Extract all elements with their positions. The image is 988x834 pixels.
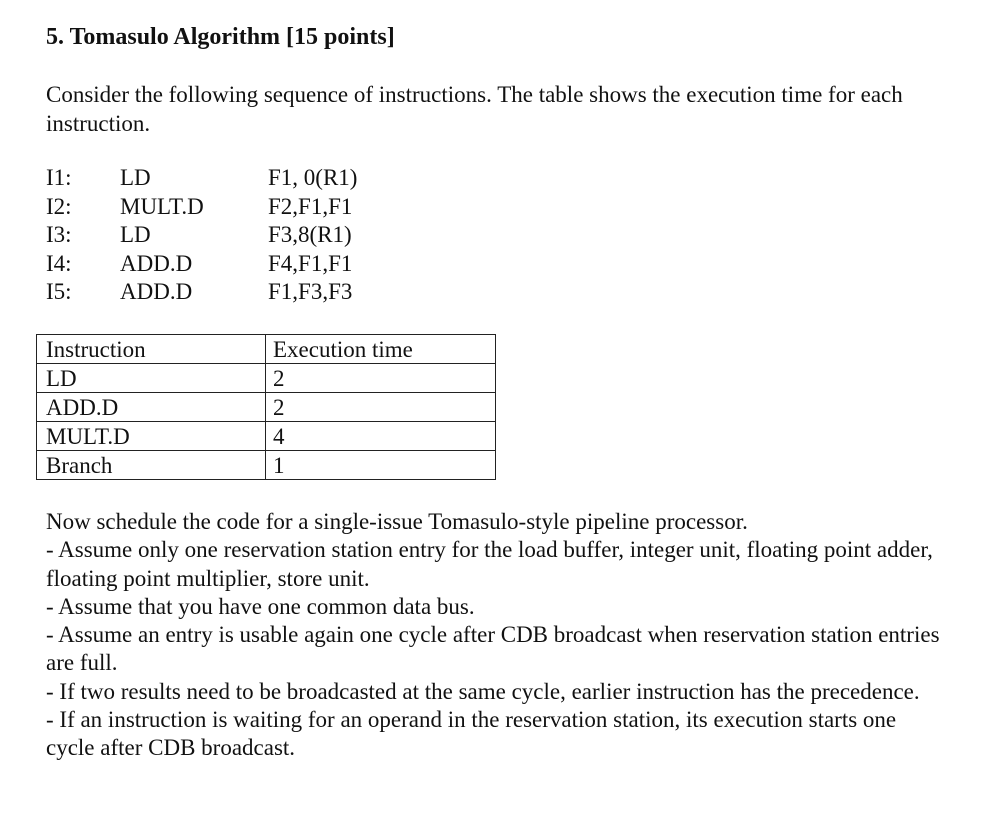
- instruction-opcode: MULT.D: [120, 193, 204, 219]
- column-header-execution-time: Execution time: [266, 335, 496, 364]
- table-row: [37, 393, 496, 422]
- column-header-instruction: Instruction: [37, 335, 266, 364]
- table-row: [37, 422, 496, 451]
- table-row: [37, 364, 496, 393]
- assumption-broadcast-precedence: - If two results need to be broadcasted at the same cycle, earlier instruction has the precedence.: [46, 678, 920, 704]
- table-header-row: [37, 335, 496, 364]
- instruction-opcode: LD: [120, 165, 151, 190]
- question-title: 5. Tomasulo Algorithm [15 points]: [46, 24, 395, 50]
- instruction-label: I4:: [46, 250, 72, 276]
- instruction-row: [46, 221, 428, 250]
- instruction-row: [46, 278, 428, 307]
- instruction-cell: Branch: [37, 451, 266, 480]
- assumption-entry-reuse: - Assume an entry is usable again one cycle after CDB broadcast when reservation station entries are full.: [46, 622, 940, 676]
- schedule-instruction: Now schedule the code for a single-issue Tomasulo-style pipeline processor.: [46, 509, 748, 534]
- instruction-label: I3:: [46, 222, 72, 247]
- instruction-operands: F2,F1,F1: [268, 193, 353, 219]
- instruction-operands: F4,F1,F1: [268, 250, 353, 276]
- instruction-sequence: [46, 164, 428, 307]
- instruction-row: [46, 164, 428, 193]
- instruction-label: I5:: [46, 279, 72, 304]
- intro-paragraph: Consider the following sequence of instructions. The table shows the execution time for each instruction.: [46, 82, 903, 136]
- assumption-reservation-stations: - Assume only one reservation station entry for the load buffer, integer unit, floating point adder, floating point multiplier, store unit.: [46, 537, 933, 591]
- instruction-cell: LD: [37, 364, 266, 393]
- instruction-opcode: LD: [120, 222, 151, 247]
- assumptions-section: [46, 508, 946, 763]
- instruction-opcode: ADD.D: [120, 250, 193, 276]
- instruction-operands: F3,8(R1): [268, 222, 352, 247]
- instruction-row: [46, 193, 428, 222]
- execution-time-cell: 1: [266, 451, 496, 480]
- instruction-cell: MULT.D: [37, 422, 266, 451]
- instruction-opcode: ADD.D: [120, 279, 193, 304]
- instruction-row: [46, 250, 428, 279]
- assumption-common-data-bus: - Assume that you have one common data bus.: [46, 593, 475, 619]
- instruction-operands: F1,F3,F3: [268, 279, 353, 304]
- execution-time-cell: 2: [266, 393, 496, 422]
- instruction-label: I1:: [46, 165, 72, 190]
- instruction-cell: ADD.D: [37, 393, 266, 422]
- table-row: [37, 451, 496, 480]
- execution-time-cell: 2: [266, 364, 496, 393]
- execution-time-table: [36, 334, 496, 480]
- execution-time-cell: 4: [266, 422, 496, 451]
- instruction-operands: F1, 0(R1): [268, 165, 358, 190]
- instruction-label: I2:: [46, 193, 72, 219]
- assumption-operand-wait: - If an instruction is waiting for an operand in the reservation station, its execution starts one cycle after CDB broadcast.: [46, 707, 897, 761]
